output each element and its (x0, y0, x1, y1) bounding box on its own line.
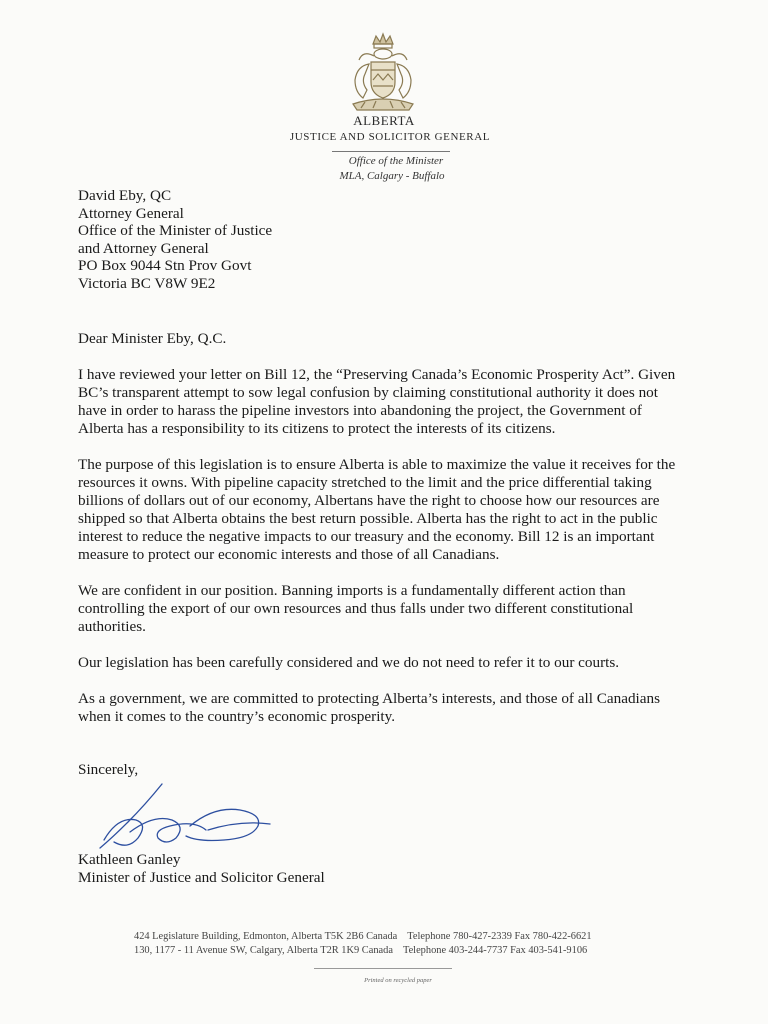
paragraph-text: As a government, we are committed to protecting Alberta’s interests, and those of all Canadians when it comes to the country’s economic prosperity. (78, 690, 661, 725)
body-paragraph (78, 456, 678, 564)
paragraph-text: The purpose of this legislation is to ensure Alberta is able to maximize the value it receives for the resources it owns. With pipeline capacity stretched to the limit and the price differential taking billions of dollars out of our economy, Albertans have the right to choose how our resources are shipped so that Alberta obtains the best return possible. Alberta has the right to act in the public interest to reduce the negative impacts to our treasury and the economy. Bill 12 is an important measure to protect our economic interests and those of all Canadians. (78, 456, 676, 563)
address-line: Victoria BC V8W 9E2 (78, 274, 216, 292)
paragraph-text: I have reviewed your letter on Bill 12, the “Preserving Canada’s Economic Prosperity Act”. Given BC’s transparent attempt to sow legal confusion by claiming constitutional authority it does not have in order to harass the pipeline investors into abandoning the project, the Government of Alberta has a responsibility to its citizens to protect the interests of its citizens. (78, 366, 676, 437)
salutation: Dear Minister Eby, Q.C. (78, 330, 227, 347)
address-line: Office of the Minister of Justice (78, 222, 273, 240)
header-divider (332, 151, 450, 152)
body-paragraph (78, 654, 678, 672)
closing: Sincerely, (78, 761, 139, 778)
edmonton-phone: Telephone 780-427-2339 Fax 780-422-6621 (407, 931, 592, 942)
edmonton-address: 424 Legislature Building, Edmonton, Alberta T5K 2B6 Canada (134, 931, 398, 942)
office-name: Office of the Minister (348, 155, 444, 167)
department-name: JUSTICE AND SOLICITOR GENERAL (289, 131, 491, 143)
footer-calgary (134, 945, 654, 956)
signer-block (78, 851, 325, 887)
body-paragraph (78, 366, 678, 438)
calgary-phone: Telephone 403-244-7737 Fax 403-541-9106 (402, 945, 588, 956)
paragraph-text: We are confident in our position. Banning imports is a fundamentally different action than controlling the export of our own resources and thus falls under two different constitutional authorities. (78, 582, 634, 635)
coat-of-arms-icon (343, 30, 423, 114)
body-paragraph (78, 582, 678, 636)
paragraph-text: Our legislation has been carefully considered and we do not need to refer it to our courts. (78, 654, 620, 671)
recycled-note: Printed on recycled paper (364, 977, 432, 984)
body-paragraph (78, 690, 678, 726)
footer-edmonton (134, 931, 654, 942)
signer-title: Minister of Justice and Solicitor General (78, 869, 325, 886)
signer-name: Kathleen Ganley (78, 851, 181, 868)
footer-divider (314, 968, 452, 969)
handwritten-signature (90, 780, 290, 860)
address-line: PO Box 9044 Stn Prov Govt (78, 257, 252, 275)
recipient-address (78, 187, 272, 293)
address-line: David Eby, QC (78, 187, 172, 204)
address-line: and Attorney General (78, 239, 209, 257)
calgary-address: 130, 1177 - 11 Avenue SW, Calgary, Alberta T2R 1K9 Canada (134, 945, 393, 956)
constituency: MLA, Calgary - Buffalo (339, 170, 445, 182)
address-line: Attorney General (78, 204, 184, 222)
org-name: ALBERTA (353, 113, 415, 128)
